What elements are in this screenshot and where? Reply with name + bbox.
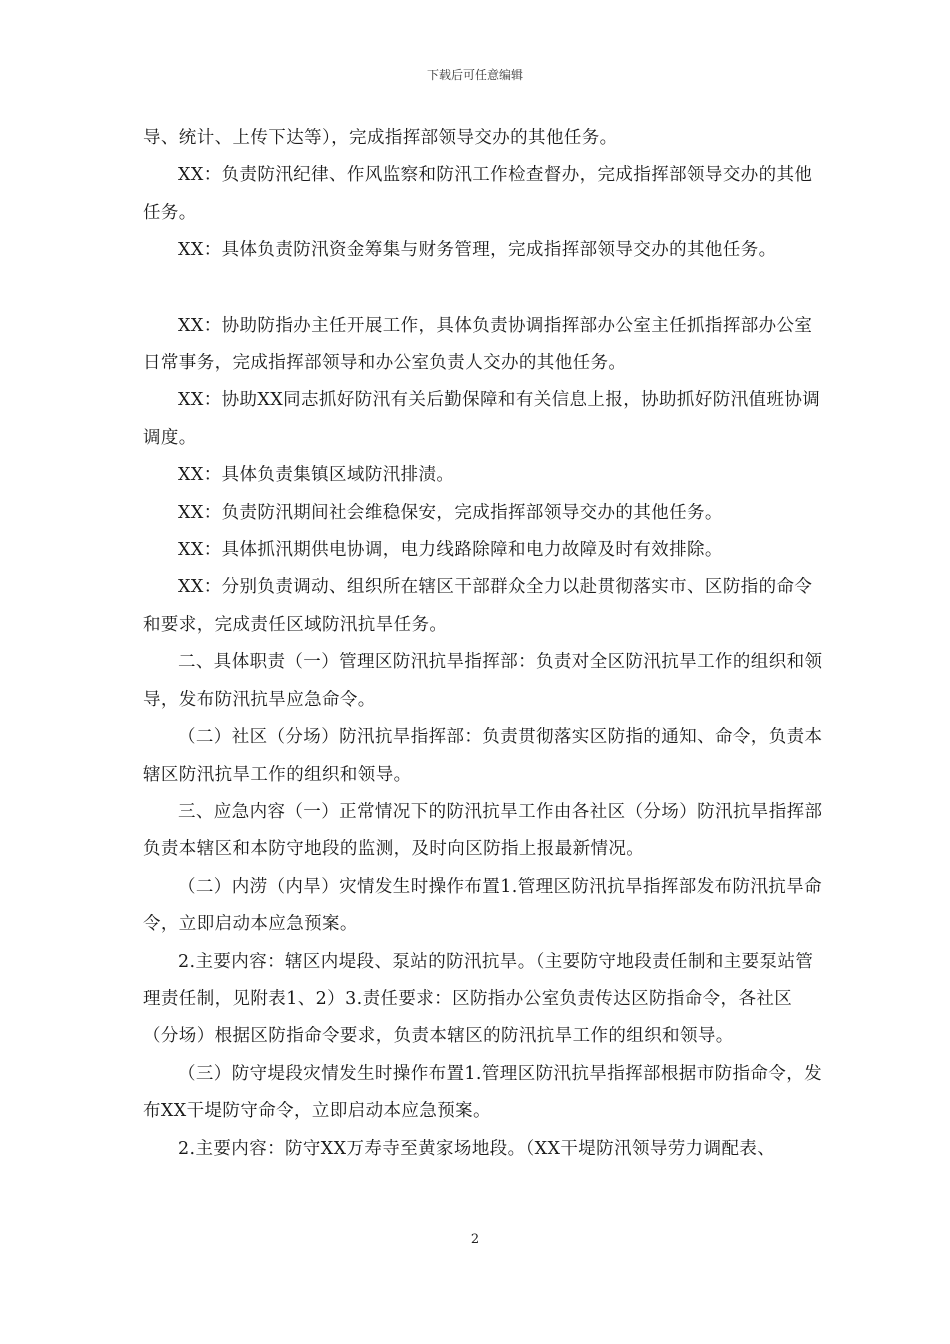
document-body [143, 120, 823, 1168]
paragraph-finance: XX：具体负责防汛资金筹集与财务管理，完成指挥部领导交办的其他任务。 [178, 240, 777, 261]
page-number: 2 [470, 1232, 480, 1247]
paragraph-office-assistant: XX：协助防指办主任开展工作，具体负责协调指挥部办公室主任抓指挥部办公室日常事务，完成指挥部领导和办公室负责人交办的其他任务。 [143, 315, 813, 374]
paragraph-drainage: XX：具体负责集镇区域防汛排渍。 [178, 465, 455, 486]
paragraph-security: XX：负责防汛期间社会维稳保安，完成指挥部领导交办的其他任务。 [178, 502, 723, 523]
paragraph-power-supply: XX：具体抓汛期供电协调，电力线路除障和电力故障及时有效排除。 [178, 540, 723, 561]
paragraph-main-content-requirements: 2.主要内容：辖区内堤段、泵站的防汛抗旱。（主要防守地段责任制和主要泵站管理责任制，见附表1、2）3.责任要求：区防指办公室负责传达区防指命令，各社区（分场）根据区防指命令要求，负责本辖区的防汛抗旱工作的组织和领导。 [143, 951, 814, 1047]
paragraph-defense-section: 2.主要内容：防守XX万寿寺至黄家场地段。（XX干堤防汛领导劳力调配表、 [178, 1138, 776, 1159]
paragraph-district-mobilization: XX：分别负责调动、组织所在辖区干部群众全力以赴贯彻落实市、区防指的命令和要求，完成责任区域防汛抗旱任务。 [143, 577, 813, 635]
paragraph-duties-community: （二）社区（分场）防汛抗旱指挥部：负责贯彻落实区防指的通知、命令，负责本辖区防汛抗旱工作的组织和领导。 [143, 727, 823, 785]
paragraph-duties-headquarters: 二、具体职责（一）管理区防汛抗旱指挥部：负责对全区防汛抗旱工作的组织和领导，发布防汛抗旱应急命令。 [143, 652, 823, 710]
paragraph-gap [143, 270, 823, 308]
paragraph-emergency-normal: 三、应急内容（一）正常情况下的防汛抗旱工作由各社区（分场）防汛抗旱指挥部负责本辖区和本防守地段的监测，及时向区防指上报最新情况。 [143, 801, 823, 860]
paragraph-emergency-waterlogging: （二）内涝（内旱）灾情发生时操作布置1.管理区防汛抗旱指挥部发布防汛抗旱命令，立即启动本应急预案。 [143, 876, 822, 935]
paragraph-continuation: 导、统计、上传下达等），完成指挥部领导交办的其他任务。 [143, 128, 618, 148]
paragraph-discipline-supervision: XX：负责防汛纪律、作风监察和防汛工作检查督办，完成指挥部领导交办的其他任务。 [143, 165, 813, 223]
paragraph-logistics: XX：协助XX同志抓好防汛有关后勤保障和有关信息上报，协助抓好防汛值班协调调度。 [143, 390, 821, 448]
paragraph-embankment-defense: （三）防守堤段灾情发生时操作布置1.管理区防汛抗旱指挥部根据市防指命令，发布XX干堤防守命令，立即启动本应急预案。 [143, 1063, 822, 1122]
page-header-note: 下载后可任意编辑 [426, 68, 523, 82]
